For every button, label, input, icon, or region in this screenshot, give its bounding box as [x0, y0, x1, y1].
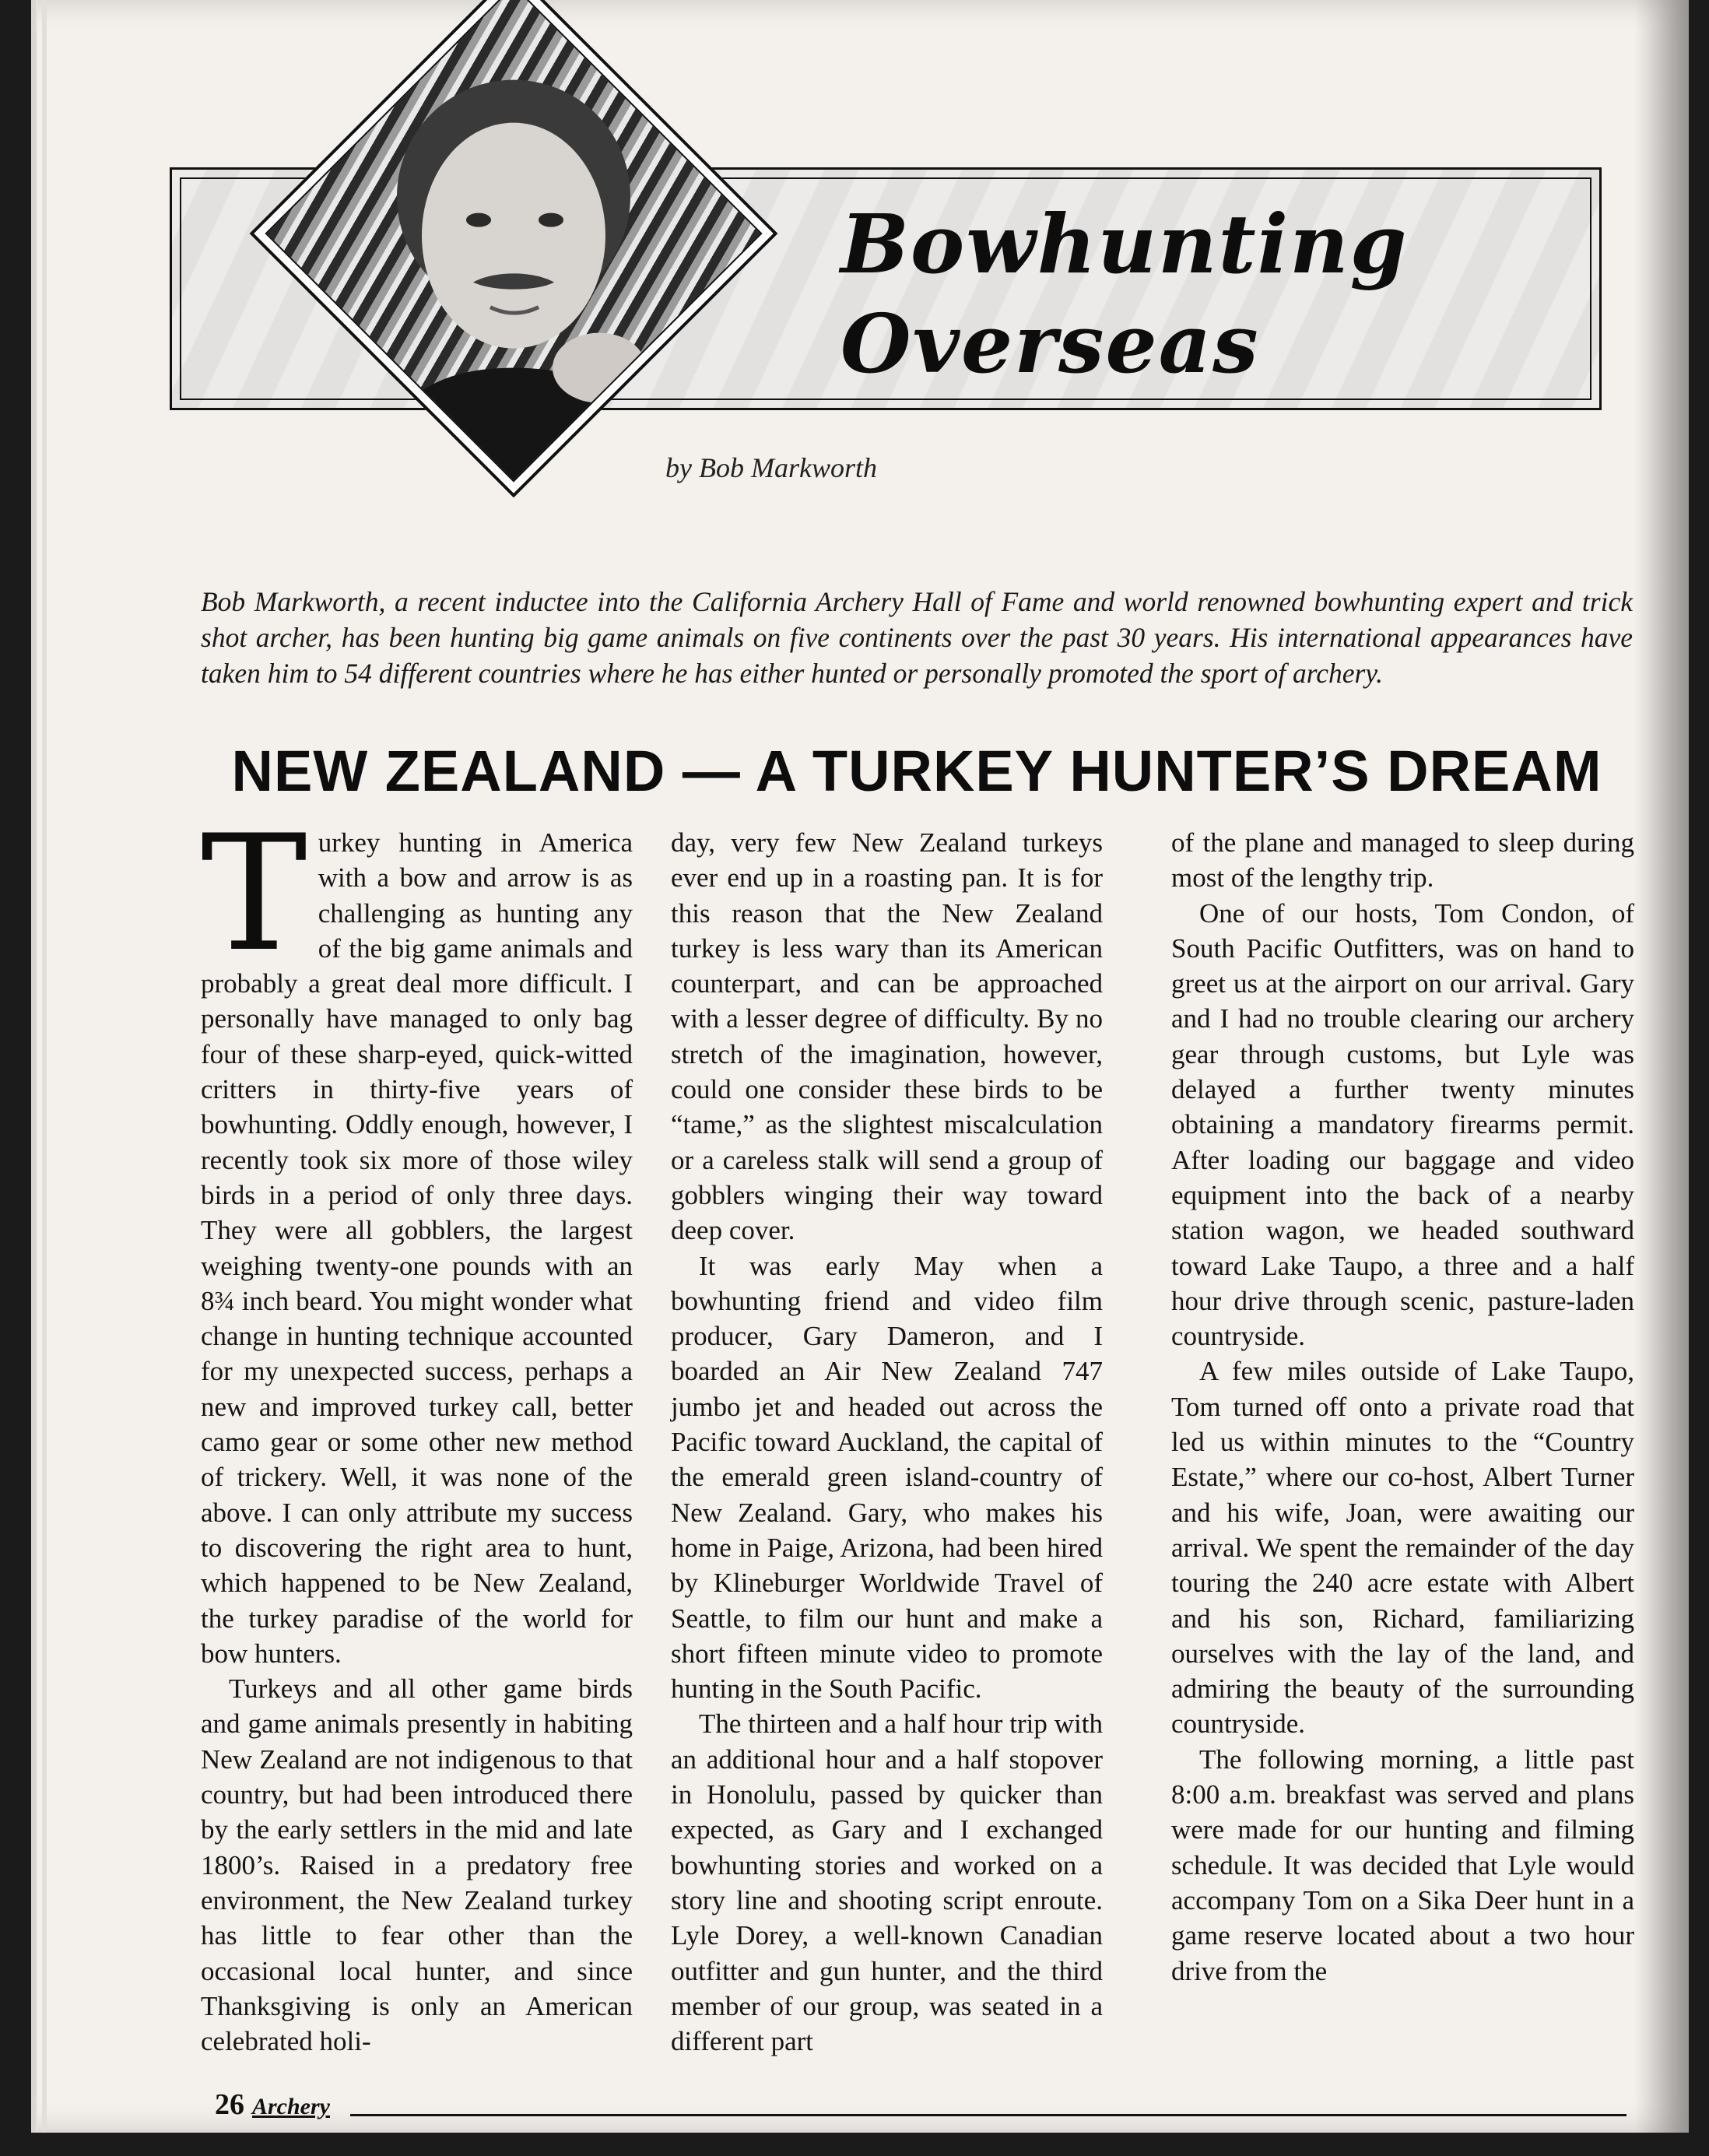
author-intro: Bob Markworth, a recent inductee into the California Archery Hall of Fame and world renowned bowhunting expert and trick shot archer, has been hunting big game animals on five continents over the past 30 years. His international appearances have taken him to 54 different countries where he has either hunted or personally promoted the sport of archery.: [201, 586, 1633, 689]
byline: by Bob Markworth: [665, 452, 877, 483]
paragraph: of the plane and managed to sleep during most of the lengthy trip.: [1171, 827, 1634, 894]
paragraph: A few miles outside of Lake Taupo, Tom turned off onto a private road that led us within minutes to the “Country Estate,” where our co-host, Albert Turner and his wife, Joan, were awaiting our arrival. We spent the remainder of the day touring the 240 acre estate with Albert and his son, Richard, familiarizing ourselves with the lay of the land, and admiring the beauty of the surrounding countryside.: [1171, 1356, 1634, 1740]
magazine-name: Archery: [252, 2094, 330, 2119]
paragraph: urkey hunting in America with a bow and arrow is as challenging as hunting any of the big game animals and probably a great deal more difficult. I personally have managed to only bag four of these sharp-eyed, quick-witted critters in thirty-five years of bowhunting. Oddly enough, however, I recently took six more of those wiley birds in a period of only three days. They were all gobblers, the largest weighing twenty-one pounds with an 8¾ inch beard. You might wonder what change in hunting technique accounted for my unexpected success, perhaps a new and improved turkey call, better camo gear or some other new method of trickery. Well, it was none of the above. I can only attribute my success to discovering the right area to hunt, which happened to be New Zealand, the turkey paradise of the world for bow hunters.: [201, 827, 633, 1669]
title-line-1: Bowhunting: [840, 196, 1409, 292]
author-portrait-frame: [250, 0, 778, 497]
paragraph: day, very few New Zealand turkeys ever end up in a roasting pan. It is for this reason that the New Zealand turkey is less wary than its American counterpart, and can be approached with a lesser degree of difficulty. By no stretch of the imagination, however, could one consider these birds to be “tame,” as the slightest miscalculation or a careless stalk will send a group of gobblers winging their way toward deep cover.: [671, 827, 1103, 1246]
page-folio: [215, 2088, 330, 2122]
article-title: [840, 195, 1541, 394]
binding-shadow: [1634, 0, 1689, 2133]
paragraph: The thirteen and a half hour trip with an additional hour and a half stopover in Honolulu, passed by quicker than expected, as Gary and I exchanged bowhunting stories and worked on a story line and shooting script enroute. Lyle Dorey, a well-known Canadian outfitter and gun hunter, and the third member of our group, was seated in a different part: [671, 1708, 1103, 2057]
portrait-icon: [265, 2, 762, 483]
article-column-3: [1171, 825, 1634, 1989]
paragraph: Turkeys and all other game birds and game animals presently in habiting New Zealand are not indigenous to that country, but had been introduced there by the early settlers in the mid and late 1800’s. Raised in a predatory free environment, the New Zealand turkey has little to fear other than the occasional local hunter, and since Thanksgiving is only an American celebrated holi-: [201, 1673, 633, 2057]
article-column-2: [671, 825, 1103, 2059]
drop-cap: T: [201, 802, 307, 987]
article-column-1: [201, 802, 633, 2059]
page-number: 26: [215, 2088, 244, 2121]
magazine-page: [31, 0, 1689, 2133]
paragraph: The following morning, a little past 8:00 a.m. breakfast was served and plans were made for our hunting and filming schedule. It was decided that Lyle would accompany Tom on a Sika Deer hunt in a game reserve located about a two hour drive from the: [1171, 1743, 1634, 1986]
paragraph: It was early May when a bowhunting friend and video film producer, Gary Dameron, and I boarded an Air New Zealand 747 jumbo jet and headed out across the Pacific toward Auckland, the capital of the emerald green island-country of New Zealand. Gary, who makes his home in Paige, Arizona, had been hired by Klineburger Worldwide Travel of Seattle, to film our hunt and make a short fifteen minute video to promote hunting in the South Pacific.: [671, 1250, 1103, 1705]
page-edge: [42, 0, 47, 2133]
paragraph: One of our hosts, Tom Condon, of South Pacific Outfitters, was on hand to greet us at the airport on our arrival. Gary and I had no trouble clearing our archery gear through customs, but Lyle was delayed a further twenty minutes obtaining a mandatory firearms permit. After loading our baggage and video equipment into the back of a nearby station wagon, we headed southward toward Lake Taupo, a three and a half hour drive through scenic, pasture-laden countryside.: [1171, 897, 1634, 1352]
page-edge: [31, 0, 36, 2133]
footer-rule: [350, 2114, 1627, 2116]
section-headline: NEW ZEALAND — A TURKEY HUNTER’S DREAM: [231, 739, 1602, 803]
title-line-2: Overseas: [840, 296, 1260, 392]
